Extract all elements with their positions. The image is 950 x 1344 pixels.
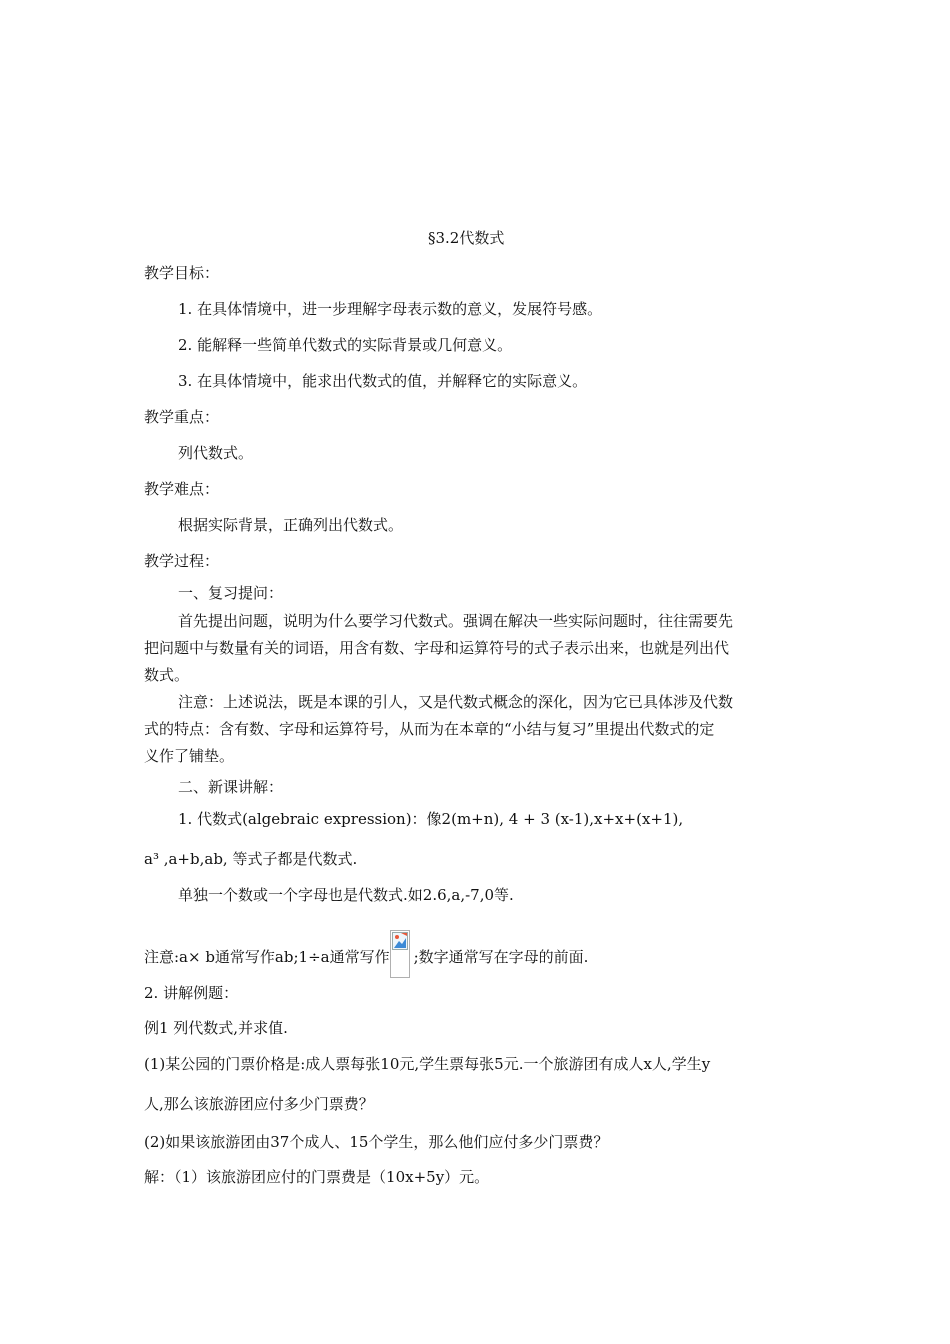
example-1-question-1-line-1: (1)某公园的门票价格是:成人票每张10元,学生票每张5元.一个旅游团有成人x人,学生y [144,1055,711,1073]
goal-item-1: 1. 在具体情境中，进一步理解字母表示数的意义，发展符号感。 [178,300,603,318]
definition-line-1: 1. 代数式(algebraic expression)：像2(m+n), 4 + 3 (x-1),x+x+(x+1), [178,810,684,828]
focus-heading: 教学重点： [144,408,220,426]
focus-text: 列代数式。 [178,444,254,462]
example-1-title: 例1 列代数式,并求值. [144,1019,288,1037]
goal-item-3: 3. 在具体情境中，能求出代数式的值，并解释它的实际意义。 [178,372,588,390]
single-term-note: 单独一个数或一个字母也是代数式.如2.6,a,-7,0等. [178,886,514,904]
review-paragraph-1-line-3: 数式。 [144,666,190,684]
solution-text: 解：（1）该旅游团应付的门票费是（10x+5y）元。 [144,1168,490,1186]
example-1-question-1-line-2: 人,那么该旅游团应付多少门票费？ [144,1095,374,1113]
example-1-question-2: (2)如果该旅游团由37个成人、15个学生，那么他们应付多少门票费？ [144,1133,609,1151]
process-heading: 教学过程： [144,552,220,570]
notation-note-part-1: 注意:a× b通常写作ab;1÷a通常写作 [144,948,390,966]
review-paragraph-2-line-3: 义作了铺垫。 [144,747,235,765]
review-paragraph-1-line-2: 把问题中与数量有关的词语，用含有数、字母和运算符号的式子表示出来，也就是列出代 [144,639,730,657]
definition-line-2: a³ ,a+b,ab, 等式子都是代数式. [144,850,358,868]
review-heading: 一、复习提问： [178,584,284,602]
review-paragraph-2-line-1: 注意：上述说法，既是本课的引人，又是代数式概念的深化，因为它已具体涉及代数 [178,693,734,711]
review-paragraph-1-line-1: 首先提出问题，说明为什么要学习代数式。强调在解决一些实际问题时，往往需要先 [178,612,734,630]
broken-image-icon [390,930,410,978]
goal-item-2: 2. 能解释一些简单代数式的实际背景或几何意义。 [178,336,513,354]
difficulty-heading: 教学难点： [144,480,220,498]
new-lesson-heading: 二、新课讲解： [178,778,284,796]
notation-note [144,934,588,982]
review-paragraph-2-line-2: 式的特点：含有数、字母和运算符号，从而为在本章的“小结与复习”里提出代数式的定 [144,720,715,738]
difficulty-text: 根据实际背景，正确列出代数式。 [178,516,404,534]
page-title: §3.2代数式 [428,229,505,247]
goals-heading: 教学目标： [144,264,220,282]
examples-heading: 2. 讲解例题： [144,984,239,1002]
notation-note-part-2: ;数字通常写在字母的前面. [413,948,589,966]
